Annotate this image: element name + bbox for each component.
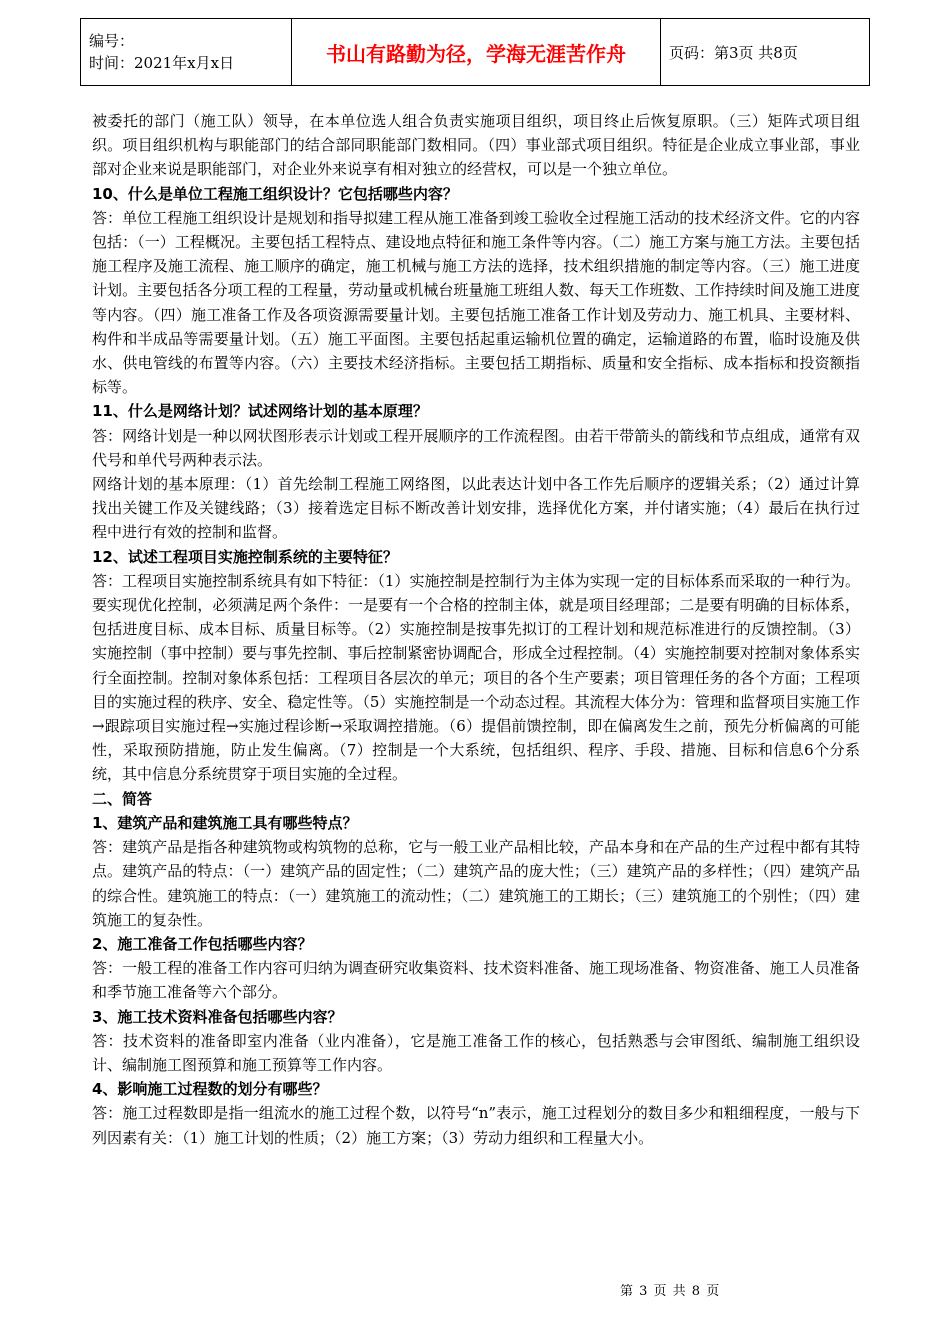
question-heading: 1、建筑产品和建筑施工具有哪些特点？ bbox=[92, 813, 358, 832]
document-body bbox=[92, 109, 860, 1150]
question-heading: 3、施工技术资料准备包括哪些内容？ bbox=[92, 1007, 343, 1026]
answer-paragraph: 答：单位工程施工组织设计是规划和指导拟建工程从施工准备到竣工验收全过程施工活动的技术经济文件。它的内容包括：（一）工程概况。主要包括工程特点、建设地点特征和施工条件等内容。（二）施工方案与施工方法。主要包括施工程序及施工流程、施工顺序的确定，施工机械与施工方法的选择，技术组织措施的制定等内容。（三）施工进度计划。主要包括各分项工程的工程量，劳动量或机械台班量施工班组人数、每天工作班数、工作持续时间及施工进度等内容。（四）施工准备工作及各项资源需要量计划。主要包括施工准备工作计划及劳动力、施工机具、主要材料、构件和半成品等需要量计划。（五）施工平面图。主要包括起重运输机位置的确定，运输道路的布置，临时设施及供水、供电管线的布置等内容。（六）主要技术经济指标。主要包括工期指标、质量和安全指标、成本指标和投资额指标等。 bbox=[92, 208, 860, 397]
answer-paragraph: 被委托的部门（施工队）领导，在本单位选人组合负责实施项目组织，项目终止后恢复原职。（三）矩阵式项目组织。项目组织机构与职能部门的结合部同职能部门数相同。（四）事业部式项目组织。特征是企业成立事业部，事业部对企业来说是职能部门，对企业外来说享有相对独立的经营权，可以是一个独立单位。 bbox=[92, 112, 860, 179]
page-number-label: 页码：第3页 共8页 bbox=[661, 19, 870, 86]
question-heading: 4、影响施工过程数的划分有哪些？ bbox=[92, 1080, 328, 1099]
question-heading: 11、什么是网络计划？试述网络计划的基本原理？ bbox=[92, 402, 428, 421]
page-header bbox=[80, 18, 870, 86]
question-heading: 12、试述工程项目实施控制系统的主要特征？ bbox=[92, 547, 398, 566]
answer-paragraph: 网络计划的基本原理：（1）首先绘制工程施工网络图，以此表达计划中各工作先后顺序的逻辑关系；（2）通过计算找出关键工作及关键线路；（3）接着选定目标不断改善计划安排，选择优化方案，并付诸实施；（4）最后在执行过程中进行有效的控制和监督。 bbox=[92, 475, 860, 542]
answer-paragraph: 答：建筑产品是指各种建筑物或构筑物的总称，它与一般工业产品相比较，产品本身和在产品的生产过程中都有其特点。建筑产品的特点：（一）建筑产品的固定性；（二）建筑产品的庞大性；（三）建筑产品的多样性；（四）建筑产品的综合性。建筑施工的特点：（一）建筑施工的流动性；（二）建筑施工的工期长；（三）建筑施工的个别性；（四）建筑施工的复杂性。 bbox=[92, 838, 860, 929]
motto: 书山有路勤为径，学海无涯苦作舟 bbox=[292, 19, 661, 86]
question-heading: 10、什么是单位工程施工组织设计？它包括哪些内容？ bbox=[92, 184, 458, 203]
answer-paragraph: 答：技术资料的准备即室内准备（业内准备），它是施工准备工作的核心，包括熟悉与会审图纸、编制施工组织设计、编制施工图预算和施工预算等工作内容。 bbox=[92, 1031, 860, 1074]
answer-paragraph: 答：工程项目实施控制系统具有如下特征：（1）实施控制是控制行为主体为实现一定的目标体系而采取的一种行为。要实现优化控制，必须满足两个条件：一是要有一个合格的控制主体，就是项目经理部；二是要有明确的目标体系，包括进度目标、成本目标、质量目标等。（2）实施控制是按事先拟订的工程计划和规范标准进行的反馈控制。（3）实施控制（事中控制）要与事先控制、事后控制紧密协调配合，形成全过程控制。（4）实施控制要对控制对象体系实行全面控制。控制对象体系包括：工程项目各层次的单元；项目的各个生产要素；项目管理任务的各个方面；工程项目的实施过程的秩序、安全、稳定性等。（5）实施控制是一个动态过程。其流程大体分为：管理和监督项目实施工作→跟踪项目实施过程→实施过程诊断→采取调控措施。（6）提倡前馈控制，即在偏离发生之前，预先分析偏离的可能性，采取预防措施，防止发生偏离。（7）控制是一个大系统，包括组织、程序、手段、措施、目标和信息6个分系统，其中信息分系统贯穿于项目实施的全过程。 bbox=[92, 571, 860, 784]
page-footer: 第 3 页 共 8 页 bbox=[620, 1284, 721, 1299]
answer-paragraph: 答：施工过程数即是指一组流水的施工过程个数，以符号“n”表示，施工过程划分的数目多少和粗细程度，一般与下列因素有关：（1）施工计划的性质；（2）施工方案；（3）劳动力组织和工程量大小。 bbox=[92, 1104, 860, 1147]
date-label: 时间：2021年x月x日 bbox=[89, 54, 235, 72]
header-left-cell bbox=[81, 19, 292, 86]
question-heading: 二、简答 bbox=[92, 789, 153, 808]
answer-paragraph: 答：一般工程的准备工作内容可归纳为调查研究收集资料、技术资料准备、施工现场准备、物资准备、施工人员准备和季节施工准备等六个部分。 bbox=[92, 959, 860, 1002]
answer-paragraph: 答：网络计划是一种以网状图形表示计划或工程开展顺序的工作流程图。由若干带箭头的箭线和节点组成，通常有双代号和单代号两种表示法。 bbox=[92, 426, 860, 469]
serial-number-label: 编号： bbox=[89, 32, 135, 50]
question-heading: 2、施工准备工作包括哪些内容？ bbox=[92, 934, 313, 953]
